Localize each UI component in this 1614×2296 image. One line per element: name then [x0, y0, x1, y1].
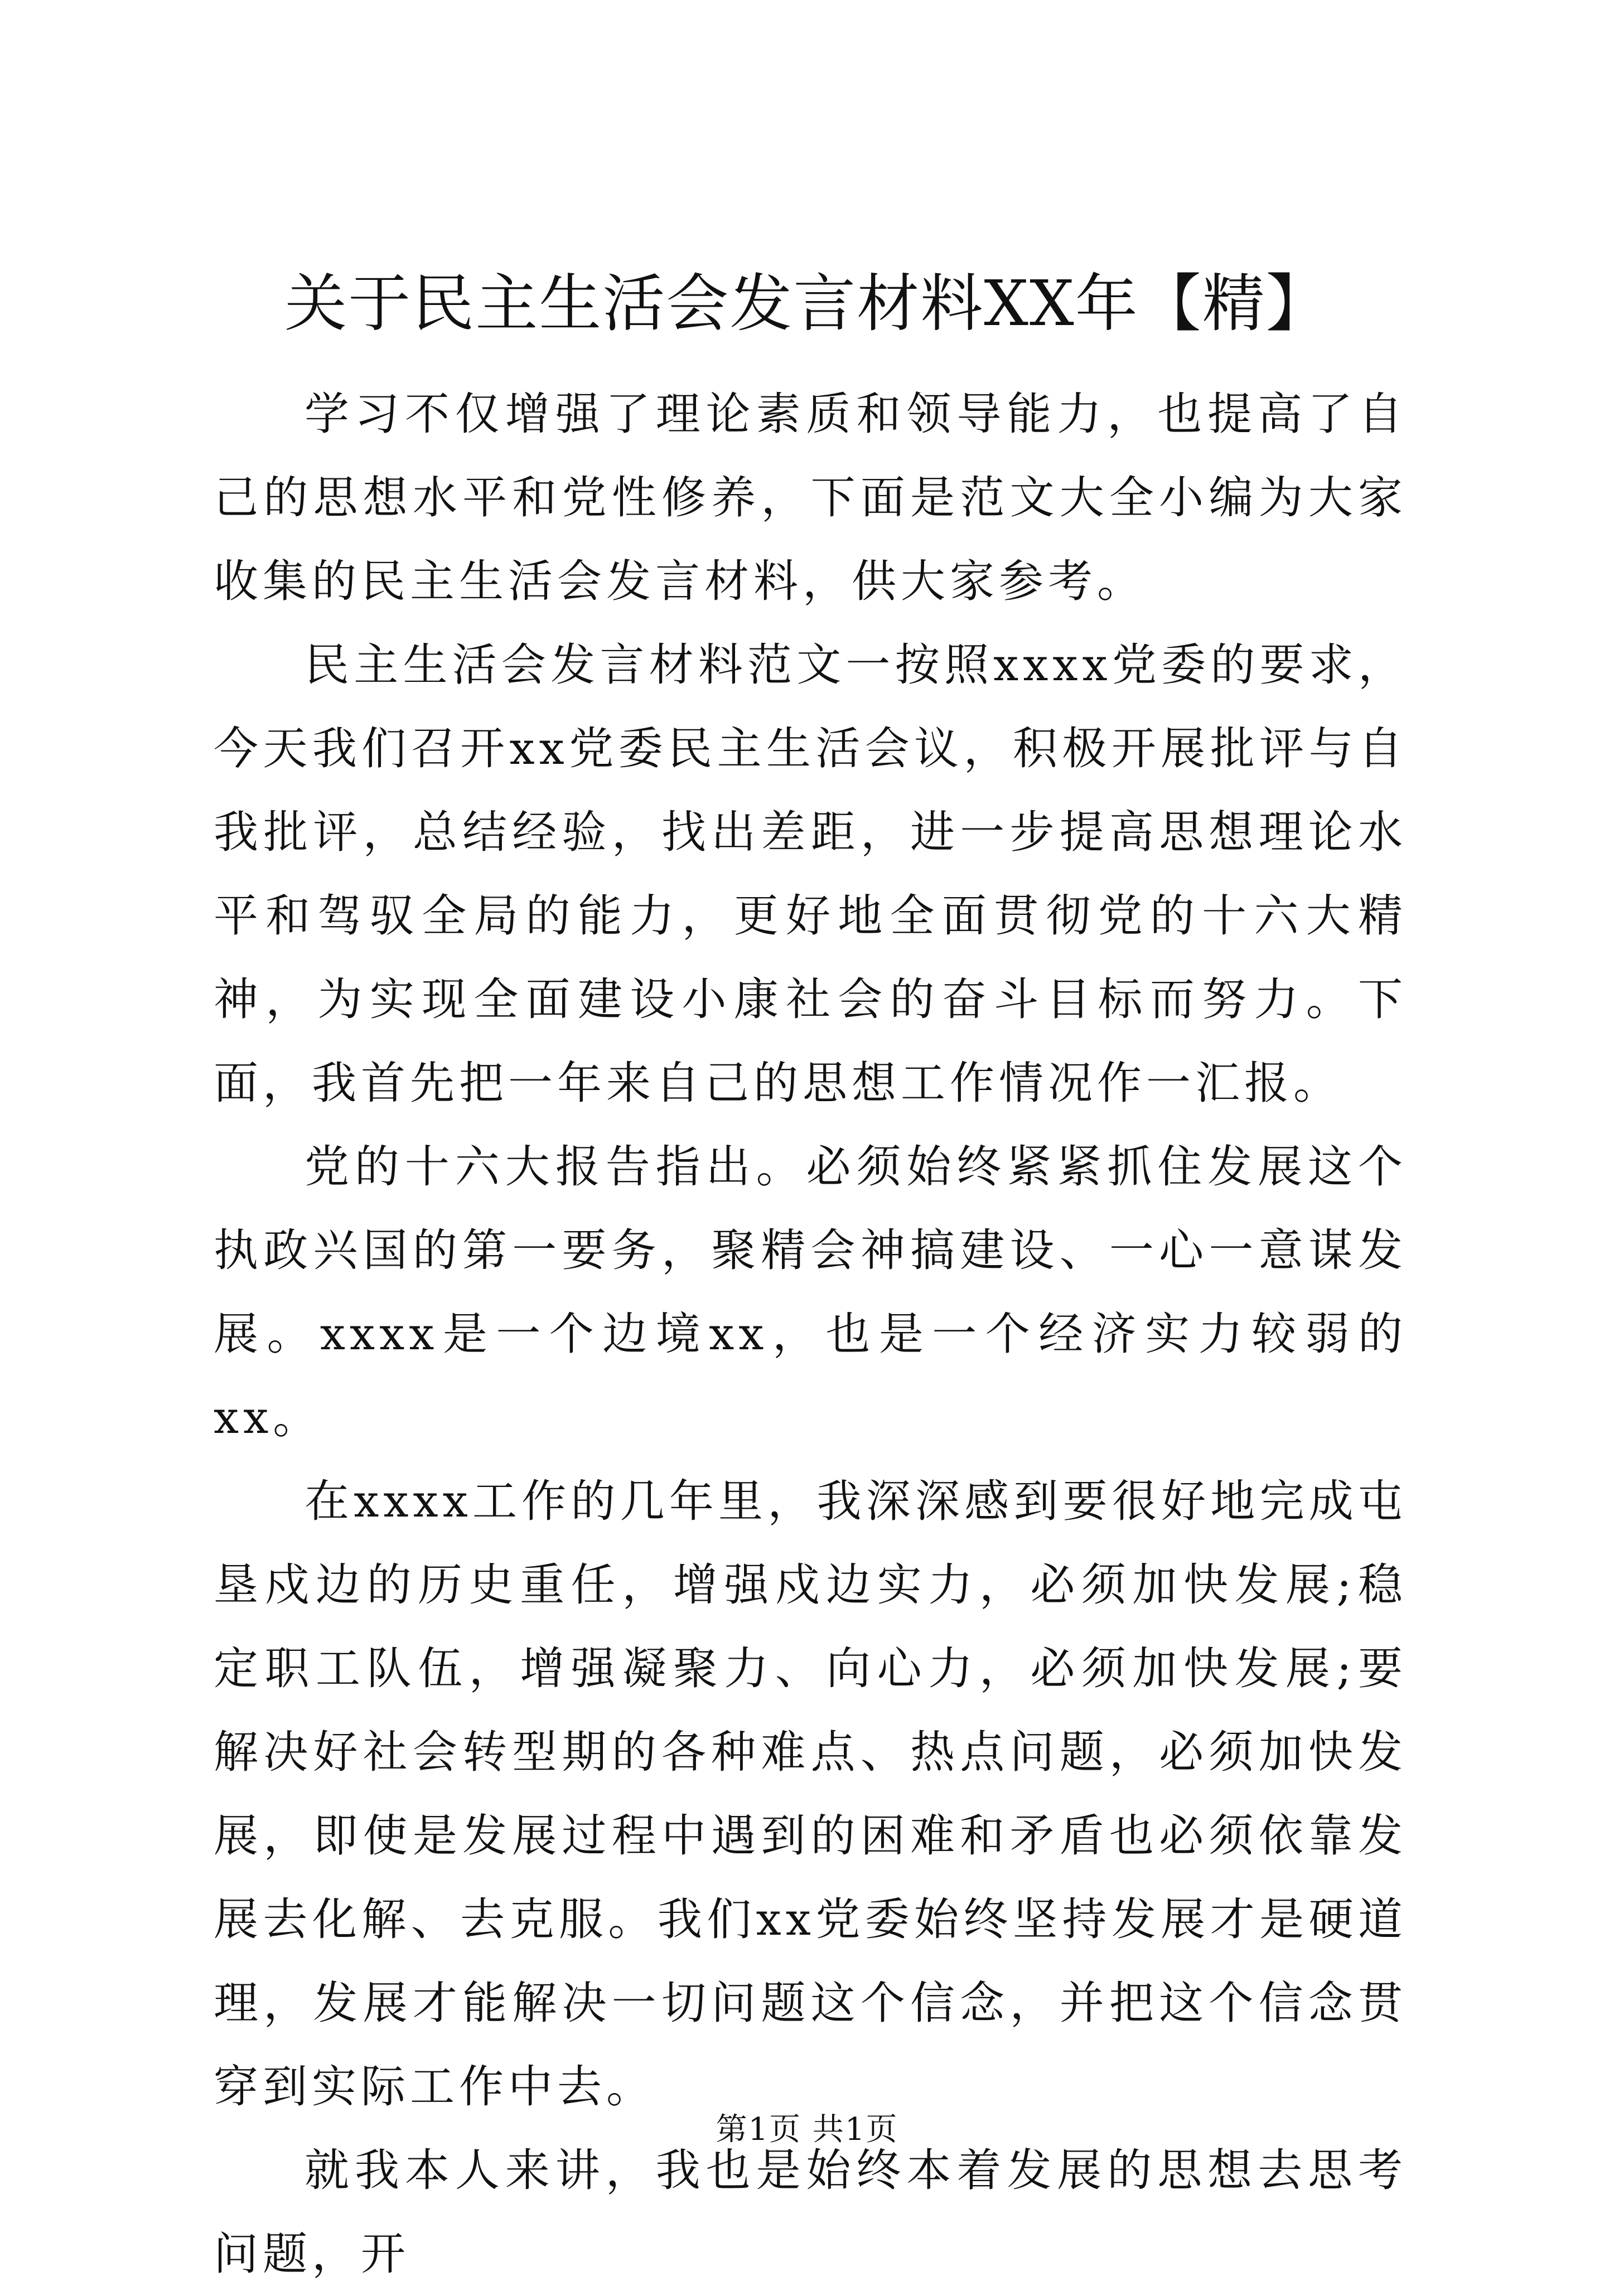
- paragraph-personal: 就我本人来讲，我也是始终本着发展的思想去思考问题，开: [214, 2144, 1407, 2280]
- page-footer: 第1页 共1页: [716, 2111, 898, 2148]
- paragraph-development: 在xxxx工作的几年里，我深深感到要很好地完成屯垦戍边的历史重任，增强戍边实力，必须加快发展;稳定职工队伍，增强凝聚力、向心力，必须加快发展;要解决好社会转型期的各种难点、热点问题，必须加快发展，即使是发展过程中遇到的困难和矛盾也必须依靠发展去化解、去克服。我们xx党委始终坚持发展才是硬道理，发展才能解决一切问题这个信念，并把这个信念贯穿到实际工作中去。: [214, 1475, 1407, 2113]
- document-title: 关于民主生活会发言材料XX年【精】: [284, 268, 1330, 340]
- paragraph-intro: 学习不仅增强了理论素质和领导能力，也提高了自己的思想水平和党性修养，下面是范文大全小编为大家收集的民主生活会发言材料，供大家参考。: [214, 388, 1407, 607]
- paragraph-sample-one: 民主生活会发言材料范文一按照xxxx党委的要求，今天我们召开xx党委民主生活会议，积极开展批评与自我批评，总结经验，找出差距，进一步提高思想理论水平和驾驭全局的能力，更好地全面贯彻党的十六大精神，为实现全面建设小康社会的奋斗目标而努力。下面，我首先把一年来自己的思想工作情况作一汇报。: [214, 639, 1407, 1109]
- document-body: [214, 372, 1407, 2296]
- paragraph-sixteenth-congress: 党的十六大报告指出。必须始终紧紧抓住发展这个执政兴国的第一要务，聚精会神搞建设、一心一意谋发展。xxxx是一个边境xx，也是一个经济实力较弱的xx。: [214, 1141, 1407, 1444]
